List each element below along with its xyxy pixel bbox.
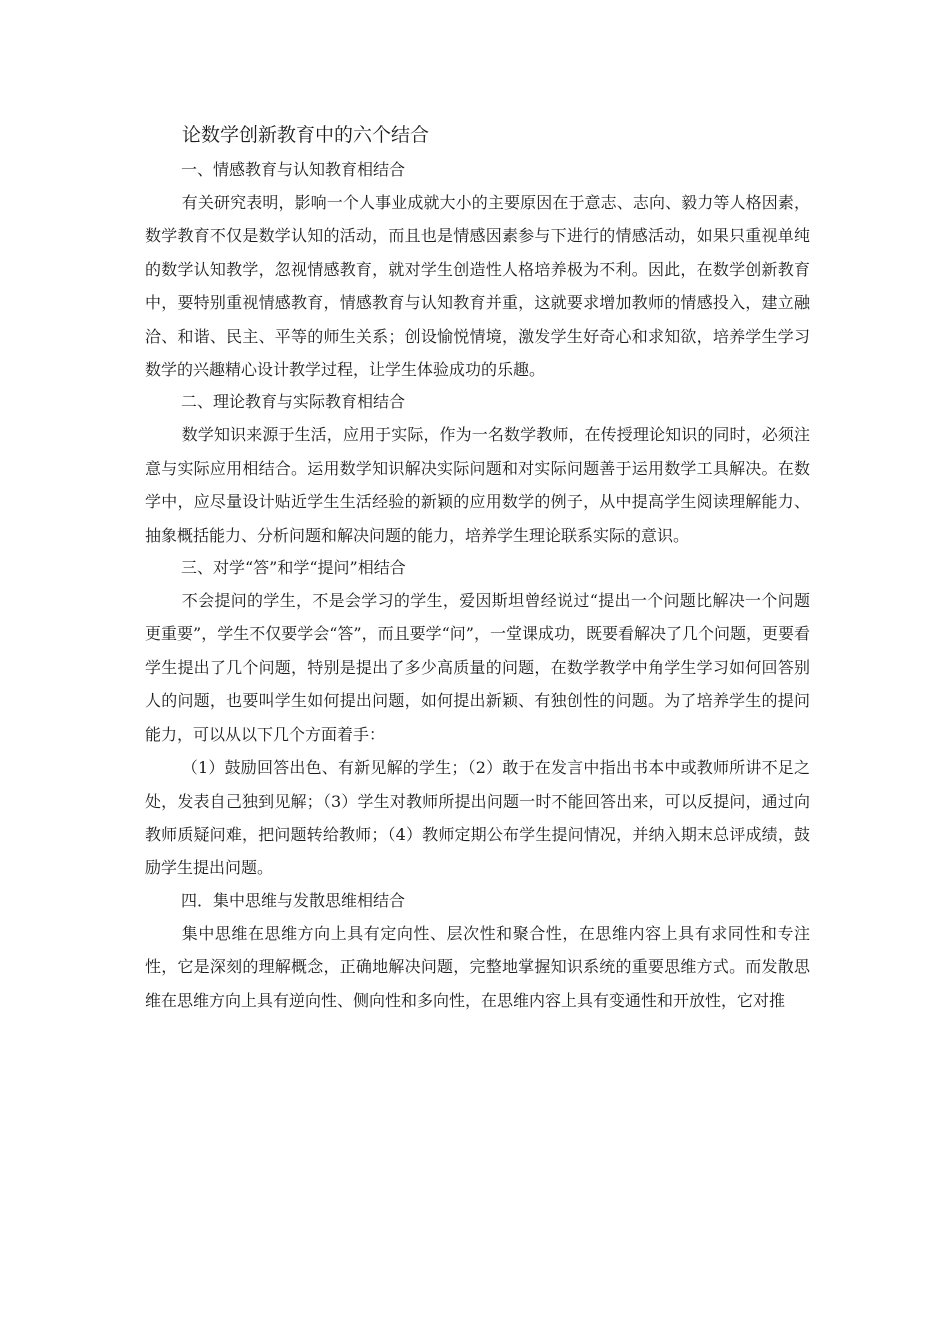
document-page xyxy=(145,118,810,1017)
section-heading-4: 四．集中思维与发散思维相结合 xyxy=(181,890,406,910)
section-2-paragraph-1: 数学知识来源于生活，应用于实际，作为一名数学教师，在传授理论知识的同时，必须注意与实际应用相结合。运用数学知识解决实际问题和对实际问题善于运用数学工具解决。在数学中，应尽量设计贴近学生生活经验的新颖的应用数学的例子，从中提高学生阅读理解能力、抽象概括能力、分析问题和解决问题的能力，培养学生理论联系实际的意识。 xyxy=(145,425,810,545)
section-4-paragraph-1: 集中思维在思维方向上具有定向性、层次性和聚合性，在思维内容上具有求同性和专注性，它是深刻的理解概念，正确地解决问题，完整地掌握知识系统的重要思维方式。而发散思维在思维方向上具有逆向性、侧向性和多向性，在思维内容上具有变通性和开放性，它对推 xyxy=(145,923,810,1010)
section-heading-3: 三、对学“答”和学“提问”相结合 xyxy=(181,558,406,578)
section-1-paragraph-1: 有关研究表明，影响一个人事业成就大小的主要原因在于意志、志向、毅力等人格因素，数学教育不仅是数学认知的活动，而且也是情感因素参与下进行的情感活动，如果只重视单纯的数学认知教学，忽视情感教育，就对学生创造性人格培养极为不利。因此，在数学创新教育中，要特别重视情感教育，情感教育与认知教育并重，这就要求增加教师的情感投入，建立融洽、和谐、民主、平等的师生关系；创设愉悦情境，激发学生好奇心和求知欲，培养学生学习数学的兴趣精心设计教学过程，让学生体验成功的乐趣。 xyxy=(145,193,810,380)
document-title: 论数学创新教育中的六个结合 xyxy=(182,124,430,146)
section-heading-2: 二、理论教育与实际教育相结合 xyxy=(181,392,406,412)
section-3-paragraph-1: 不会提问的学生，不是会学习的学生，爱因斯坦曾经说过“提出一个问题比解决一个问题更重要”，学生不仅要学会“答”，而且要学“问”，一堂课成功，既要看解决了几个问题，更要看学生提出了几个问题，特别是提出了多少高质量的问题，在数学教学中角学生学习如何回答别人的问题，也要叫学生如何提出问题，如何提出新颖、有独创性的问题。为了培养学生的提问能力，可以从以下几个方面着手： xyxy=(145,591,810,744)
section-heading-1: 一、情感教育与认知教育相结合 xyxy=(181,160,406,179)
section-3-paragraph-2: （1）鼓励回答出色、有新见解的学生；（2）敢于在发言中指出书本中或教师所讲不足之处，发表自己独到见解；（3）学生对教师所提出问题一时不能回答出来，可以反提问，通过向教师质疑问难，把问题转给教师；（4）教师定期公布学生提问情况，并纳入期末总评成绩，鼓励学生提出问题。 xyxy=(145,758,810,878)
